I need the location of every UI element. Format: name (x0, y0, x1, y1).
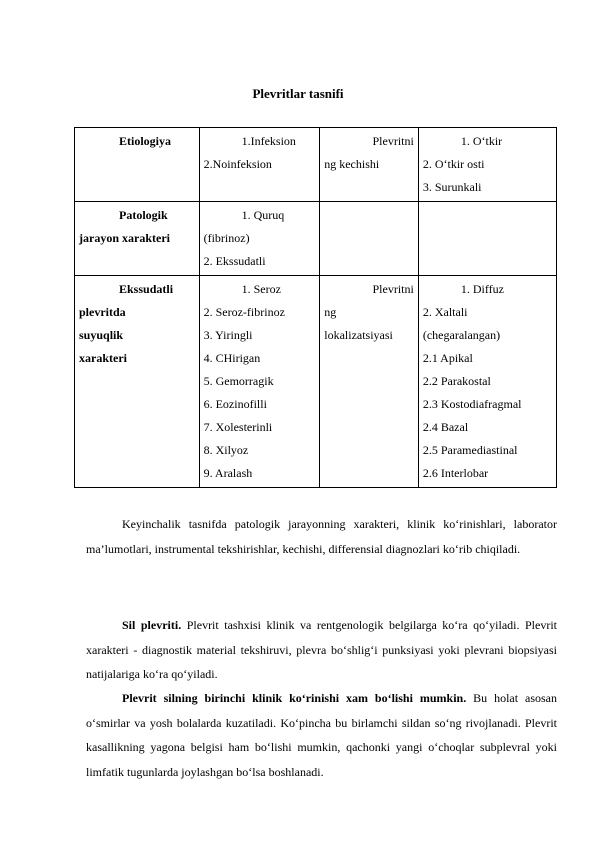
cell-line: 5. Gemorragik (203, 374, 274, 388)
row-header-exudate: xarakteri (79, 351, 127, 365)
cell-line: (fibrinoz) (203, 231, 250, 245)
cell-line: 2. Xaltali (422, 305, 468, 319)
paragraph-heading: Plevrit silning birinchi klinik ko‘rinishi xam bo‘lishi mumkin. (122, 691, 467, 705)
cell-line: 2.2 Parakostal (422, 374, 491, 388)
cell-line: Plevritni (372, 282, 414, 296)
table-cell (199, 128, 320, 202)
table-cell (320, 128, 419, 202)
table-cell (418, 276, 556, 488)
paragraph (86, 686, 557, 784)
cell-line: Plevritni (372, 134, 414, 148)
table-cell (320, 202, 419, 276)
table-row (75, 276, 557, 488)
table-cell (199, 202, 320, 276)
row-header-exudate: suyuqlik (79, 328, 124, 342)
cell-line: 2.5 Paramediastinal (422, 443, 518, 457)
cell-line: 2.1 Apikal (422, 351, 473, 365)
cell-line: 9. Aralash (203, 466, 253, 480)
cell-line: 1. Quruq (241, 208, 285, 222)
cell-line: ng (324, 305, 337, 319)
cell-line: 3. Yiringli (203, 328, 253, 342)
cell-line: 4. CHirigan (203, 351, 261, 365)
cell-line: 2. Ekssudatli (203, 254, 266, 268)
cell-line: 8. Xilyoz (203, 443, 249, 457)
row-header-exudate: Ekssudatli (119, 282, 174, 296)
table-row (75, 128, 557, 202)
paragraph (86, 613, 557, 687)
paragraph-text: Plevrit tashxisi klinik va rentgenologik belgilarga ko‘ra qo‘yiladi. Plevrit xarakteri - diagnostik material tekshiruvi, plevra bo‘shlig‘i punksiyasi yoki plevrani biopsiyasi natijalariga ko‘ra qo‘yiladi. (86, 618, 558, 681)
page-title: Plevritlar tasnifi (252, 86, 344, 101)
table-cell (75, 202, 200, 276)
cell-line: 1. Diffuz (460, 282, 504, 296)
cell-line: 6. Eozinofilli (203, 397, 267, 411)
cell-line: 7. Xolesterinli (203, 420, 273, 434)
classification-table (74, 127, 557, 488)
row-header-exudate: plevritda (79, 305, 126, 319)
row-header-etiology: Etiologiya (119, 134, 172, 148)
table-cell (75, 128, 200, 202)
table-cell (75, 276, 200, 488)
cell-line: 2.3 Kostodiafragmal (422, 397, 522, 411)
paragraph-heading: Sil plevriti. (122, 618, 182, 632)
cell-line: 2. Seroz-fibrinoz (203, 305, 285, 319)
paragraph (86, 512, 557, 561)
cell-line: ng kechishi (324, 157, 380, 171)
table-row (75, 202, 557, 276)
cell-line: 2.Noinfeksion (203, 157, 272, 171)
paragraph-text: Keyinchalik tasnifda patologik jarayonning xarakteri, klinik ko‘rinishlari, laborator ma’lumotlari, instrumental tekshirishlar, kechishi, differensial diagnozlari ko‘rib chiqiladi. (86, 517, 557, 556)
paragraph-text: Bu holat asosan o‘smirlar va yosh bolalarda kuzatiladi. Ko‘pincha bu birlamchi sildan so‘ng rivojlanadi. Plevrit kasallikning yagona belgisi ham bo‘lishi mumkin, qachonki yangi o‘choqlar subplevral yoki limfatik tugunlarda joylashgan bo‘lsa boshlanadi. (86, 691, 557, 779)
table-cell (418, 128, 556, 202)
row-header-pathology: jarayon xarakteri (79, 231, 170, 245)
cell-line: 2.4 Bazal (422, 420, 469, 434)
cell-line: 1. O‘tkir (460, 134, 503, 148)
cell-line: lokalizatsiyasi (324, 328, 393, 342)
cell-line: 2.6 Interlobar (422, 466, 489, 480)
cell-line: 2. O‘tkir osti (422, 157, 485, 171)
row-header-pathology: Patologik (119, 208, 168, 222)
cell-line: 1.Infeksion (241, 134, 296, 148)
table-cell (418, 202, 556, 276)
table-cell (199, 276, 320, 488)
table-cell (320, 276, 419, 488)
cell-line: 3. Surunkali (422, 180, 482, 194)
cell-line: 1. Seroz (241, 282, 281, 296)
cell-line: (chegaralangan) (422, 328, 501, 342)
